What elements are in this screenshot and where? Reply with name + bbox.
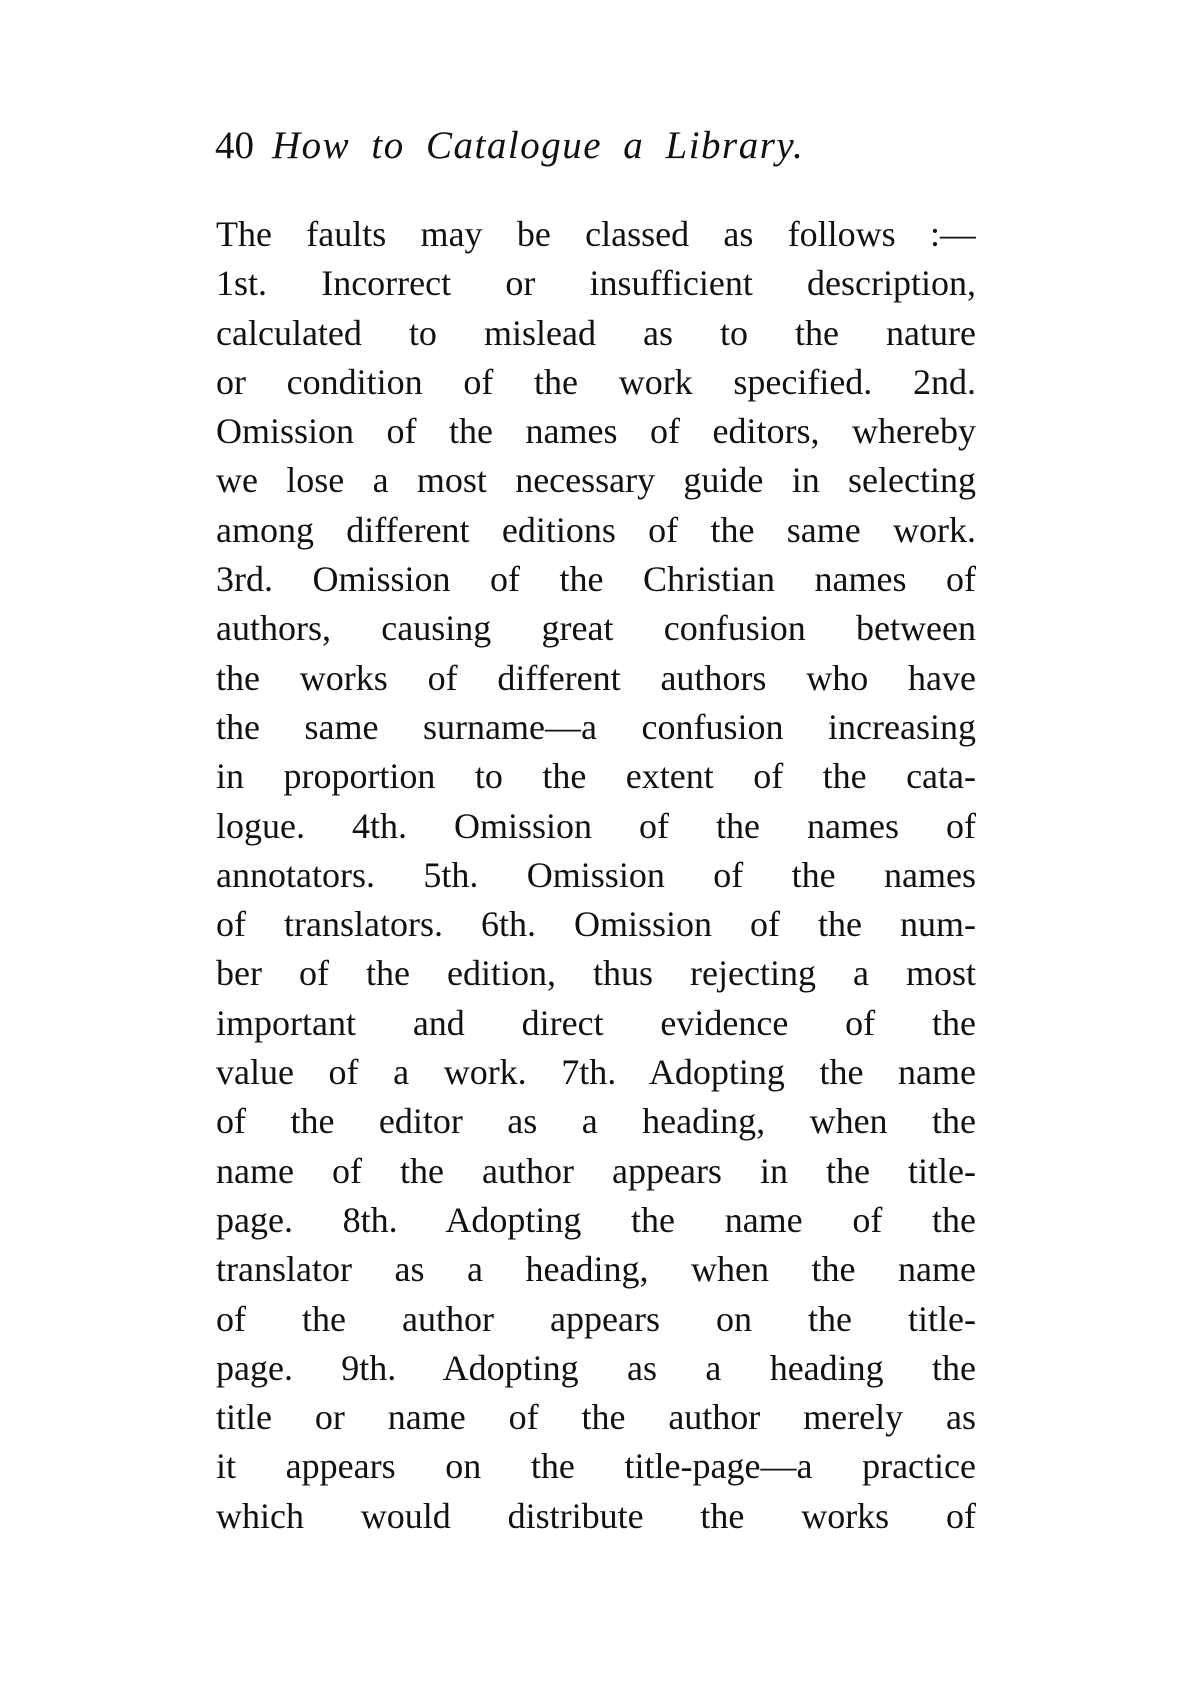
text-line: translator as a heading, when the name: [216, 1249, 976, 1290]
text-line: logue. 4th. Omission of the names of: [216, 805, 976, 846]
text-line: we lose a most necessary guide in selecting: [216, 460, 976, 501]
text-line: ber of the edition, thus rejecting a most: [216, 953, 976, 994]
text-line: or condition of the work specified. 2nd.: [216, 361, 976, 402]
text-line: of the editor as a heading, when the: [216, 1101, 976, 1142]
text-line: among different editions of the same work.: [216, 509, 976, 550]
text-line: value of a work. 7th. Adopting the name: [216, 1052, 976, 1093]
text-line: title or name of the author merely as: [216, 1397, 976, 1438]
text-line: Omission of the names of editors, whereby: [216, 411, 976, 452]
text-line: name of the author appears in the title-: [216, 1150, 976, 1191]
text-line: the same surname—a confusion increasing: [216, 706, 976, 747]
text-line: the works of different authors who have: [216, 657, 976, 698]
running-title: How to Catalogue a Library.: [272, 124, 805, 167]
text-line: in proportion to the extent of the cata-: [216, 756, 976, 797]
text-line: page. 8th. Adopting the name of the: [216, 1199, 976, 1240]
text-line: important and direct evidence of the: [216, 1002, 976, 1043]
text-line: which would distribute the works of: [216, 1495, 976, 1536]
text-line: 3rd. Omission of the Christian names of: [216, 559, 976, 600]
text-line: authors, causing great confusion between: [216, 608, 976, 649]
text-line: 1st. Incorrect or insufficient description,: [216, 263, 976, 304]
text-line: of translators. 6th. Omission of the num-: [216, 904, 976, 945]
text-line: it appears on the title-page—a practice: [216, 1446, 976, 1487]
text-line: page. 9th. Adopting as a heading the: [216, 1347, 976, 1388]
running-head: [215, 116, 975, 176]
text-line: The faults may be classed as follows :—: [216, 214, 976, 254]
text-line: calculated to mislead as to the nature: [216, 312, 976, 353]
body-text: [216, 210, 976, 1541]
text-line: of the author appears on the title-: [216, 1298, 976, 1339]
page-number: 40: [215, 124, 254, 167]
text-line: annotators. 5th. Omission of the names: [216, 854, 976, 895]
